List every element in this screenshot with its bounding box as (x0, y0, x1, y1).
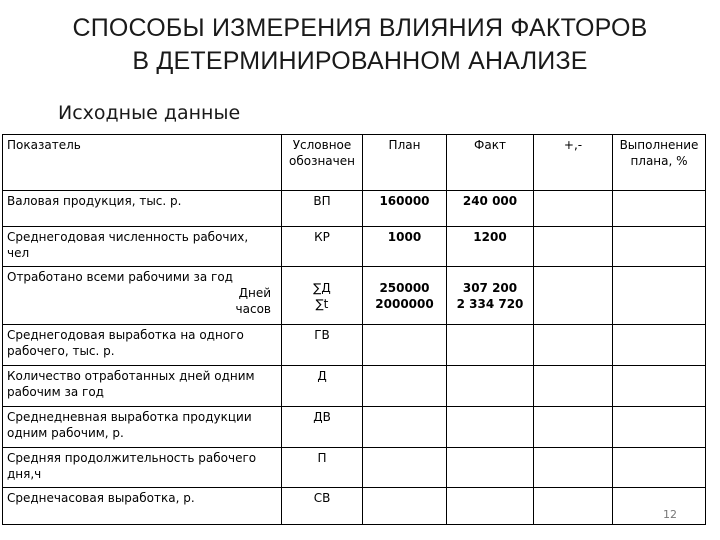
row-diff (534, 448, 613, 488)
header-fact: Факт (447, 135, 534, 191)
subtitle: Исходные данные (58, 102, 241, 124)
row-fact (447, 407, 534, 448)
row-fact (447, 488, 534, 525)
row-completion (613, 267, 706, 325)
table-row (3, 227, 706, 267)
row-fact: 1200 (447, 227, 534, 267)
row-symbol: П (282, 448, 363, 488)
title-line-1: СПОСОБЫ ИЗМЕРЕНИЯ ВЛИЯНИЯ ФАКТОРОВ (72, 14, 648, 42)
row-symbol: СВ (282, 488, 363, 525)
slide-title (0, 12, 720, 78)
row-symbol: ∑Д ∑t (282, 267, 363, 325)
row-completion (613, 407, 706, 448)
row-indicator: Среднечасовая выработка, р. (3, 488, 282, 525)
row-symbol: Д (282, 366, 363, 407)
row-diff (534, 227, 613, 267)
table-row (3, 407, 706, 448)
table-row (3, 448, 706, 488)
row-indicator: Среднегодовая выработка на одного рабочего, тыс. р. (3, 325, 282, 366)
row-plan (363, 366, 447, 407)
row-plan: 250000 2000000 (363, 267, 447, 325)
header-completion: Выполнение плана, % (613, 135, 706, 191)
row-diff (534, 191, 613, 227)
row-plan (363, 325, 447, 366)
row-diff (534, 267, 613, 325)
row-indicator: Валовая продукция, тыс. р. (3, 191, 282, 227)
row-plan (363, 448, 447, 488)
table-row (3, 366, 706, 407)
row-symbol: КР (282, 227, 363, 267)
row-diff (534, 325, 613, 366)
header-plan: План (363, 135, 447, 191)
header-diff: +,- (534, 135, 613, 191)
row-diff (534, 407, 613, 448)
row-completion (613, 366, 706, 407)
row-completion (613, 325, 706, 366)
row-symbol: ВП (282, 191, 363, 227)
row-symbol: ДВ (282, 407, 363, 448)
row-symbol: ГВ (282, 325, 363, 366)
row-indicator: Количество отработанных дней одним рабочим за год (3, 366, 282, 407)
table-row (3, 267, 706, 325)
row-plan (363, 488, 447, 525)
row-plan (363, 407, 447, 448)
table-row (3, 325, 706, 366)
row-fact (447, 448, 534, 488)
row-indicator: Средняя продолжительность рабочего дня,ч (3, 448, 282, 488)
row-indicator: Среднедневная выработка продукции одним рабочим, р. (3, 407, 282, 448)
row-completion (613, 227, 706, 267)
row-indicator: Отработано всеми рабочими за год Дней часов (3, 267, 282, 325)
row-fact (447, 325, 534, 366)
row-completion (613, 448, 706, 488)
row-completion (613, 488, 706, 525)
table-row (3, 191, 706, 227)
row-completion (613, 191, 706, 227)
header-indicator: Показатель (3, 135, 282, 191)
row-fact: 307 200 2 334 720 (447, 267, 534, 325)
row-plan: 160000 (363, 191, 447, 227)
row-plan: 1000 (363, 227, 447, 267)
page-number: 12 (663, 508, 677, 521)
header-symbol: Условное обозначен (282, 135, 363, 191)
row-fact: 240 000 (447, 191, 534, 227)
data-table (2, 134, 706, 525)
row-fact (447, 366, 534, 407)
row-indicator: Среднегодовая численность рабочих, чел (3, 227, 282, 267)
table-header-row (3, 135, 706, 191)
title-line-2: В ДЕТЕРМИНИРОВАННОМ АНАЛИЗЕ (132, 47, 588, 75)
row-diff (534, 488, 613, 525)
table-row (3, 488, 706, 525)
row-diff (534, 366, 613, 407)
